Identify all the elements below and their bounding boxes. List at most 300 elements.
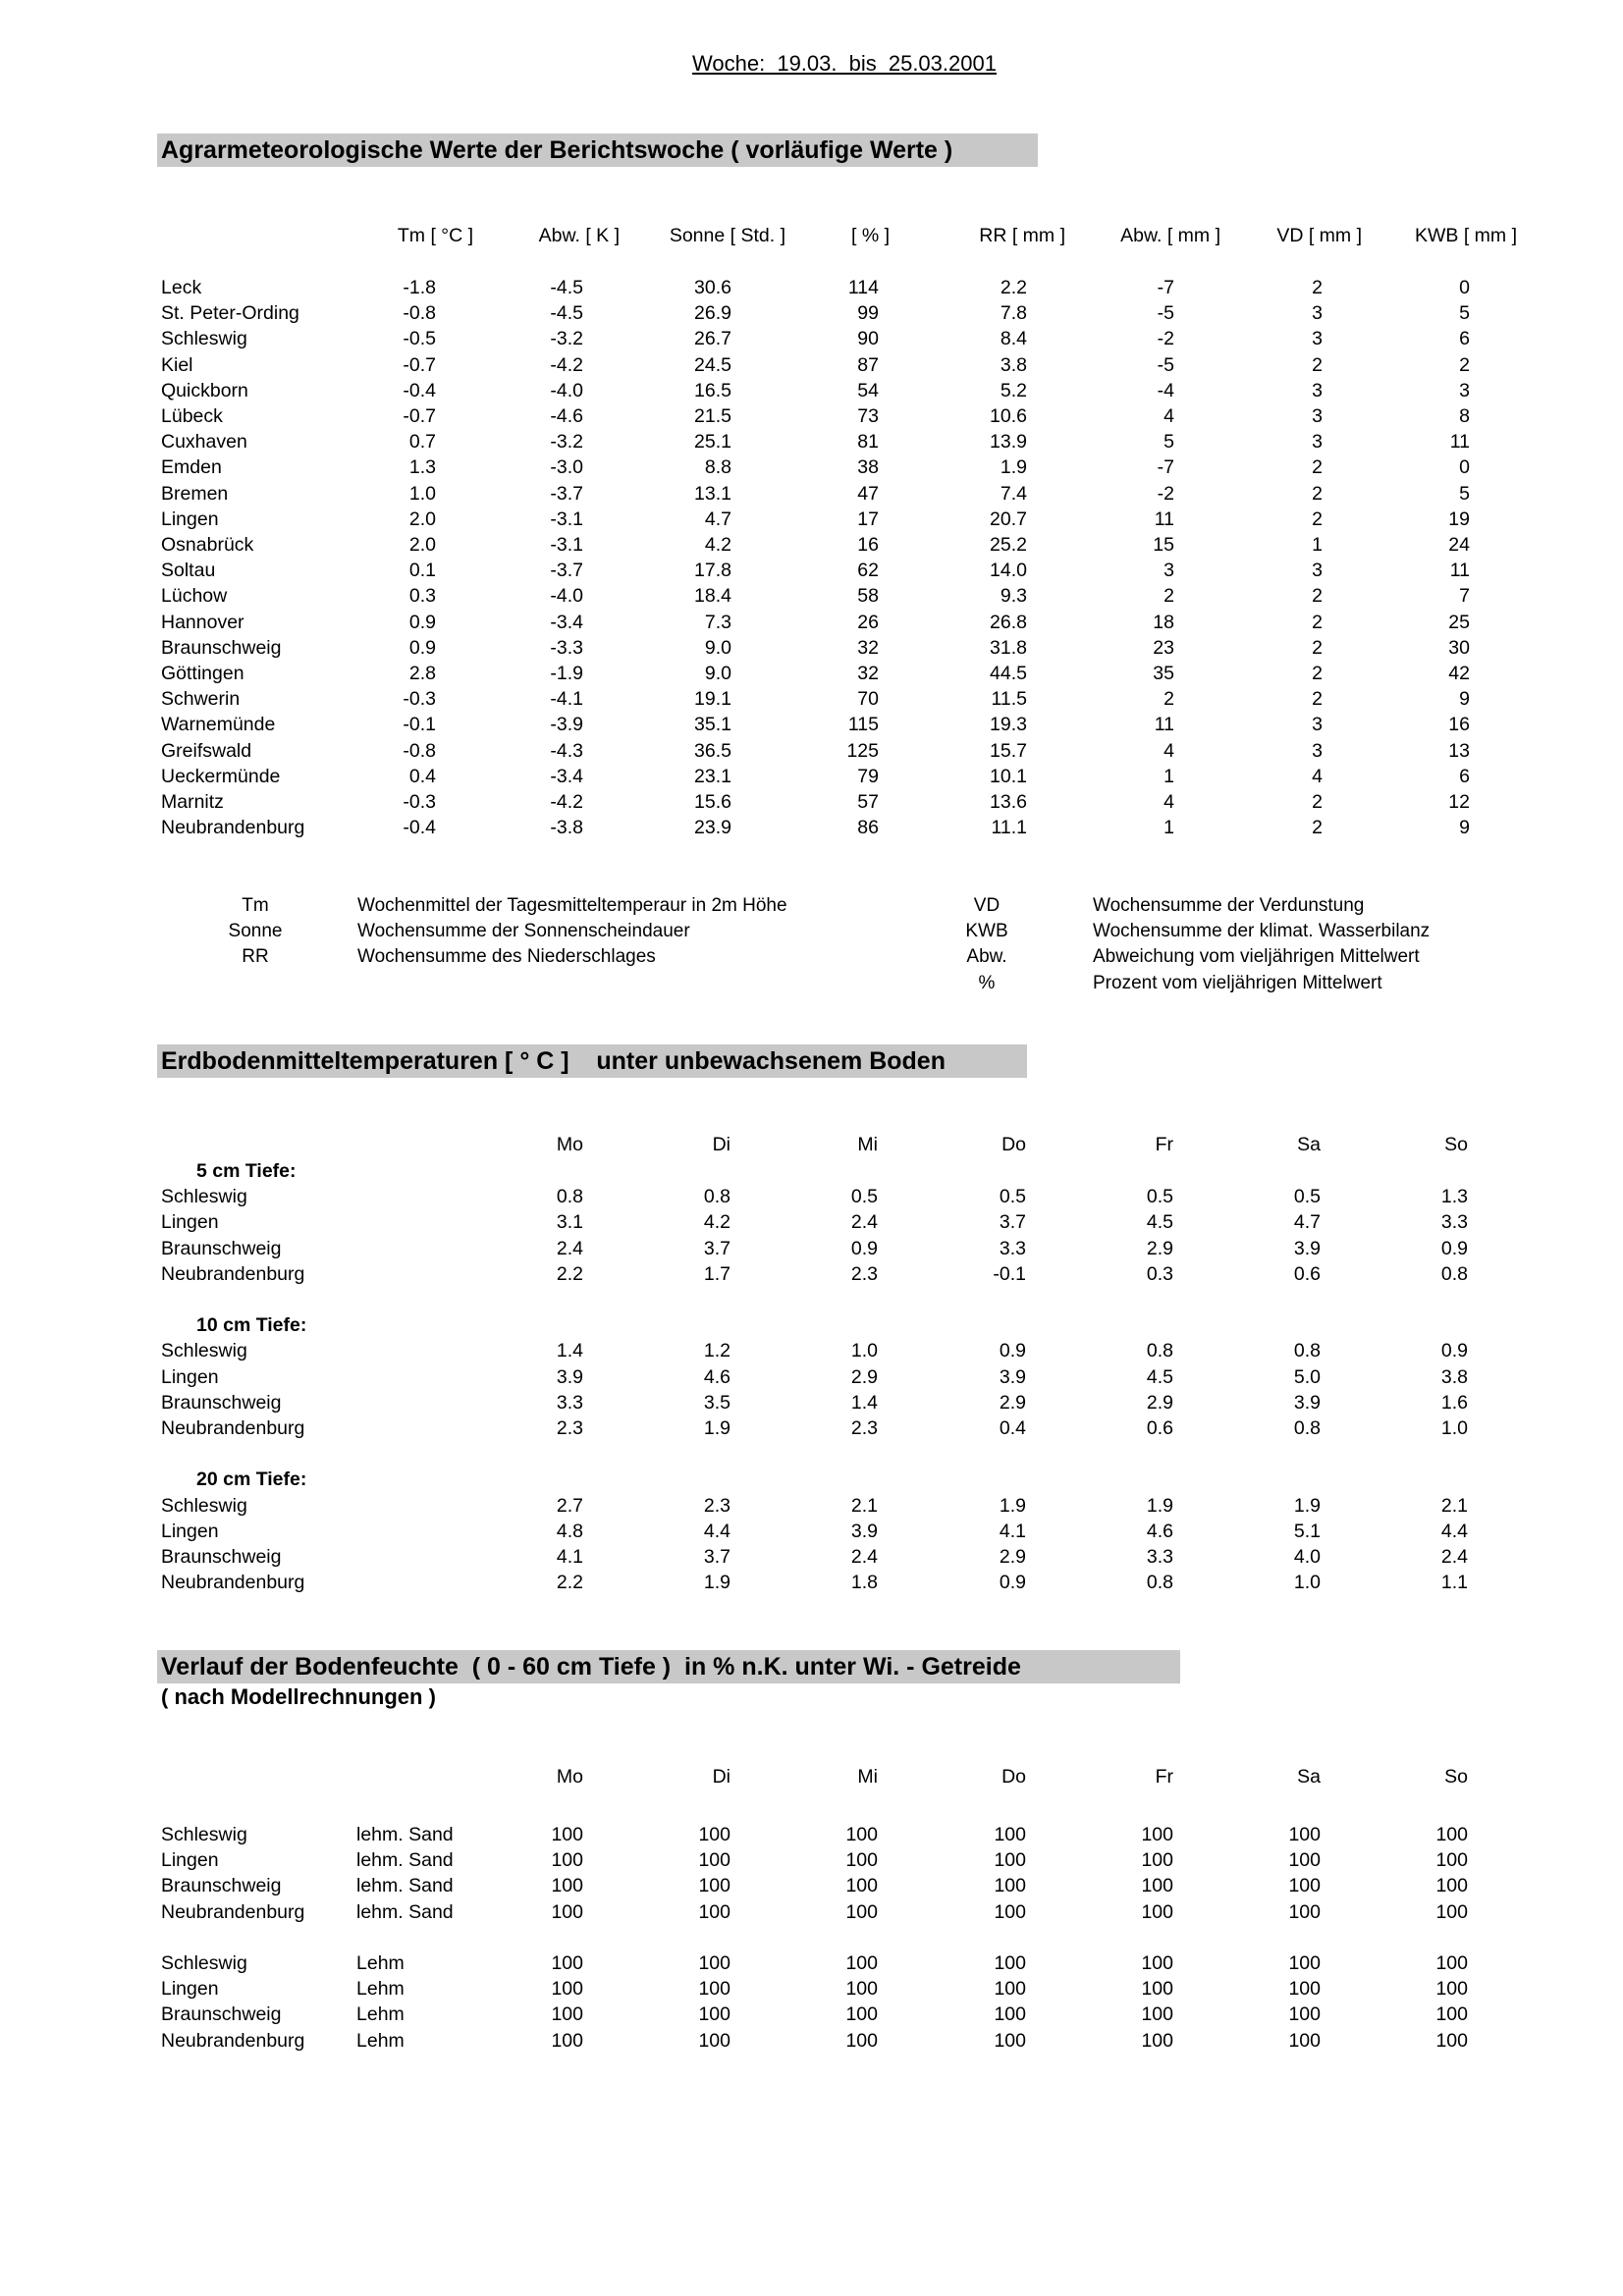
cell-value: 100 [1435,1875,1468,1897]
station-name: Neubrandenburg [161,2029,305,2052]
cell-value: 4.4 [703,1520,730,1542]
cell-value: 9.0 [704,636,731,659]
cell-value: 2.1 [850,1494,878,1517]
cell-value: 2.1 [1440,1494,1468,1517]
cell-value: 2 [1312,791,1323,813]
cell-value: 0.9 [999,1572,1026,1594]
column-header: RR [ mm ] [979,225,1065,246]
cell-value: 57 [857,791,879,813]
table-row [0,275,1623,300]
depth-label: 10 cm Tiefe: [196,1314,307,1337]
cell-value: 30.6 [694,277,731,298]
section-title-bodenfeuchte: Verlauf der Bodenfeuchte ( 0 - 60 cm Tiefe ) in % n.K. unter Wi. - Getreide [157,1650,1180,1683]
cell-value: 2.9 [999,1546,1026,1568]
table-row [0,583,1623,609]
cell-value: 100 [1435,1849,1468,1872]
cell-value: 13.1 [694,482,731,505]
day-header: Mo [556,1134,583,1155]
cell-value: 2 [1312,688,1323,711]
cell-value: 0.5 [1293,1186,1321,1208]
cell-value: 100 [1288,2003,1321,2026]
cell-value: 4.7 [1293,1211,1321,1234]
cell-value: 3.3 [999,1237,1026,1259]
cell-value: 5 [1459,482,1470,505]
cell-value: 2 [1163,688,1174,711]
cell-value: 100 [1141,1849,1173,1872]
station-name: Marnitz [161,791,224,813]
cell-value: -1.8 [403,277,436,298]
day-header: Fr [1155,1134,1173,1155]
cell-value: 4.1 [999,1520,1026,1542]
cell-value: 3.7 [703,1546,730,1568]
cell-value: 0.7 [408,431,436,454]
depth-label: 5 cm Tiefe: [196,1160,297,1182]
station-name: Schwerin [161,688,241,711]
cell-value: 5.2 [1000,379,1027,401]
table-row [0,764,1623,789]
table-row [0,1822,1623,1847]
cell-value: 0.9 [1440,1237,1468,1259]
station-name: Kiel [161,353,193,376]
cell-value: 23.1 [694,765,731,787]
station-name: Lingen [161,1211,219,1234]
cell-value: 4.5 [1146,1365,1173,1388]
day-header: Mi [857,1134,878,1155]
legend-text: Wochensumme des Niederschlages [357,946,656,968]
day-header: So [1444,1766,1468,1788]
legend-abbr: % [978,972,996,993]
cell-value: 79 [857,765,879,787]
column-header: KWB [ mm ] [1415,225,1517,246]
table-row [0,2028,1623,2054]
day-header: Sa [1297,1134,1321,1155]
cell-value: 16 [857,534,879,556]
cell-value: -7 [1157,277,1174,298]
table-row [0,1338,1623,1363]
station-name: Schleswig [161,1340,247,1362]
legend-text: Wochensumme der Sonnenscheindauer [357,921,690,942]
cell-value: 0.8 [1146,1340,1173,1362]
legend-abbr: VD [973,895,1001,916]
cell-value: 100 [1435,2029,1468,2052]
station-name: Neubrandenburg [161,1262,305,1285]
legend-abbr: Abw. [966,946,1007,968]
column-header: VD [ mm ] [1276,225,1362,246]
cell-value: 3.8 [1000,353,1027,376]
cell-value: 0.6 [1146,1417,1173,1439]
cell-value: 3 [1312,431,1323,454]
cell-value: 0 [1459,277,1470,298]
cell-value: 100 [1288,1849,1321,1872]
table-row [0,712,1623,737]
cell-value: -2 [1157,482,1174,505]
cell-value: 4 [1163,405,1174,427]
cell-value: -5 [1157,302,1174,325]
cell-value: 100 [1141,2029,1173,2052]
cell-value: 100 [845,1875,878,1897]
cell-value: 3.8 [1440,1365,1468,1388]
cell-value: 0.5 [850,1186,878,1208]
cell-value: 6 [1459,765,1470,787]
cell-value: 0.8 [1293,1340,1321,1362]
cell-value: 3 [1163,560,1174,582]
cell-value: 0.9 [850,1237,878,1259]
cell-value: 2 [1312,507,1323,530]
cell-value: 100 [551,1824,583,1845]
cell-value: 10.1 [990,765,1027,787]
cell-value: 30 [1448,636,1470,659]
table-row [0,661,1623,686]
cell-value: -0.4 [403,817,436,839]
cell-value: 13.9 [990,431,1027,454]
cell-value: 3.9 [999,1365,1026,1388]
cell-value: 100 [845,1824,878,1845]
cell-value: 24.5 [694,353,731,376]
cell-value: 1.3 [408,456,436,479]
cell-value: 0.4 [408,765,436,787]
cell-value: 0.9 [408,611,436,633]
cell-value: 7.8 [1000,302,1027,325]
cell-value: 5.0 [1293,1365,1321,1388]
cell-value: 100 [698,1824,730,1845]
station-name: Osnabrück [161,534,254,556]
cell-value: 32 [857,636,879,659]
cell-value: -1.9 [550,663,583,684]
cell-value: 100 [994,2003,1026,2026]
cell-value: 2 [1312,663,1323,684]
cell-value: 3.9 [1293,1391,1321,1414]
cell-value: -3.1 [550,507,583,530]
depth-group-label [0,1312,1623,1338]
soil-type: Lehm [356,1952,405,1974]
cell-value: 19.1 [694,688,731,711]
cell-value: 100 [1141,1824,1173,1845]
cell-value: 16 [1448,714,1470,736]
cell-value: 2 [1312,456,1323,479]
cell-value: 2.3 [850,1262,878,1285]
cell-value: 2.7 [556,1494,583,1517]
cell-value: 1.3 [1440,1186,1468,1208]
cell-value: 4.7 [704,507,731,530]
cell-value: 4.6 [1146,1520,1173,1542]
cell-value: 100 [845,1978,878,2001]
cell-value: 2 [1312,636,1323,659]
cell-value: 81 [857,431,879,454]
cell-value: -3.4 [550,611,583,633]
cell-value: 2.2 [1000,277,1027,298]
cell-value: 100 [551,2029,583,2052]
station-name: Braunschweig [161,1546,282,1568]
cell-value: 3.9 [850,1520,878,1542]
cell-value: 0.9 [408,636,436,659]
cell-value: -0.1 [403,714,436,736]
station-name: Braunschweig [161,1875,282,1897]
cell-value: 100 [1435,1978,1468,2001]
cell-value: 4.5 [1146,1211,1173,1234]
station-name: Lüchow [161,585,228,608]
table-row [0,326,1623,351]
cell-value: 5.1 [1293,1520,1321,1542]
cell-value: 4.4 [1440,1520,1468,1542]
station-name: Braunschweig [161,1237,282,1259]
cell-value: 62 [857,560,879,582]
cell-value: 47 [857,482,879,505]
day-header: Di [712,1134,730,1155]
cell-value: 1 [1163,817,1174,839]
cell-value: 100 [845,2029,878,2052]
table-row [0,1950,1623,1976]
cell-value: 0.5 [1146,1186,1173,1208]
legend-text: Prozent vom vieljährigen Mittelwert [1093,972,1382,993]
cell-value: -0.7 [403,405,436,427]
station-name: Neubrandenburg [161,1417,305,1439]
table-row [0,1570,1623,1595]
cell-value: 100 [845,1849,878,1872]
cell-value: 9 [1459,817,1470,839]
cell-value: 19.3 [990,714,1027,736]
table-row [0,378,1623,403]
station-name: Schleswig [161,1824,247,1845]
cell-value: 24 [1448,534,1470,556]
station-name: Greifswald [161,739,252,762]
cell-value: -3.1 [550,534,583,556]
cell-value: 0.8 [556,1186,583,1208]
cell-value: 2 [1312,482,1323,505]
cell-value: 4.0 [1293,1546,1321,1568]
cell-value: 99 [857,302,879,325]
table-row [0,532,1623,558]
cell-value: 100 [551,1875,583,1897]
cell-value: 3 [1312,328,1323,350]
cell-value: 2.4 [850,1211,878,1234]
cell-value: 100 [698,1875,730,1897]
cell-value: 100 [994,1849,1026,1872]
table-row [0,1415,1623,1441]
cell-value: 54 [857,379,879,401]
cell-value: 100 [698,1952,730,1974]
legend-abbr: KWB [965,921,1008,942]
cell-value: 3.1 [556,1211,583,1234]
cell-value: 2 [1312,353,1323,376]
cell-value: 2 [1312,817,1323,839]
table-row [0,2002,1623,2027]
station-name: Neubrandenburg [161,817,305,839]
table-row [0,352,1623,378]
table-row [0,1364,1623,1390]
table-row [0,815,1623,840]
cell-value: 3 [1312,302,1323,325]
station-name: Quickborn [161,379,248,401]
table-row [0,454,1623,480]
table-row [0,610,1623,635]
cell-value: 1.0 [1440,1417,1468,1439]
table-row [0,1519,1623,1544]
cell-value: -4.6 [550,405,583,427]
cell-value: 100 [994,1875,1026,1897]
cell-value: 100 [551,1900,583,1923]
cell-value: 100 [845,1952,878,1974]
soil-type: Lehm [356,2003,405,2026]
cell-value: 11 [1449,431,1470,454]
cell-value: 0.8 [1440,1262,1468,1285]
cell-value: -3.2 [550,431,583,454]
station-name: Neubrandenburg [161,1572,305,1594]
table-row [0,481,1623,507]
cell-value: -4.5 [550,302,583,325]
cell-value: 73 [857,405,879,427]
cell-value: 12 [1448,791,1470,813]
station-name: Lingen [161,1978,219,2001]
table-row [0,1209,1623,1235]
cell-value: 4 [1312,765,1323,787]
cell-value: 3 [1312,379,1323,401]
cell-value: -3.7 [550,560,583,582]
station-name: Cuxhaven [161,431,247,454]
cell-value: -3.9 [550,714,583,736]
table-row [0,1493,1623,1519]
soil-type: lehm. Sand [356,1900,454,1923]
day-header: Fr [1155,1766,1173,1788]
station-name: Warnemünde [161,714,276,736]
cell-value: 2 [1312,611,1323,633]
cell-value: -0.4 [403,379,436,401]
station-name: Neubrandenburg [161,1900,305,1923]
cell-value: 3.3 [556,1391,583,1414]
station-name: Lingen [161,1520,219,1542]
cell-value: 100 [994,1978,1026,2001]
cell-value: 3 [1312,560,1323,582]
cell-value: -0.3 [403,688,436,711]
table-row [0,1236,1623,1261]
station-name: Emden [161,456,222,479]
cell-value: 7.3 [704,611,731,633]
cell-value: 4.2 [704,534,731,556]
cell-value: 2.3 [556,1417,583,1439]
cell-value: 8.8 [704,456,731,479]
cell-value: 100 [994,2029,1026,2052]
cell-value: 4.1 [556,1546,583,1568]
cell-value: 20.7 [990,507,1027,530]
cell-value: 2.2 [556,1572,583,1594]
section-title-agrarmeteorologie: Agrarmeteorologische Werte der Berichtswoche ( vorläufige Werte ) [157,133,1038,167]
cell-value: 100 [1288,1875,1321,1897]
cell-value: 15.6 [694,791,731,813]
station-name: Braunschweig [161,636,282,659]
cell-value: 100 [551,1952,583,1974]
cell-value: 0.4 [999,1417,1026,1439]
cell-value: 2 [1312,277,1323,298]
cell-value: 17.8 [694,560,731,582]
cell-value: 1.7 [703,1262,730,1285]
cell-value: 2.2 [556,1262,583,1285]
cell-value: 1.0 [850,1340,878,1362]
cell-value: 17 [857,507,879,530]
table-row [0,1976,1623,2002]
cell-value: -3.8 [550,817,583,839]
cell-value: -3.3 [550,636,583,659]
cell-value: 9 [1459,688,1470,711]
cell-value: 2 [1163,585,1174,608]
cell-value: 1.1 [1440,1572,1468,1594]
cell-value: -0.1 [993,1262,1026,1285]
cell-value: 2 [1312,585,1323,608]
cell-value: 4.8 [556,1520,583,1542]
table-row [0,789,1623,815]
depth-label: 20 cm Tiefe: [196,1468,307,1491]
cell-value: 115 [847,714,879,736]
cell-value: 0.1 [408,560,436,582]
cell-value: 4.6 [703,1365,730,1388]
cell-value: 21.5 [694,405,731,427]
cell-value: 18 [1153,611,1174,633]
soil-type: lehm. Sand [356,1875,454,1897]
table-row [0,1184,1623,1209]
cell-value: 100 [994,1824,1026,1845]
station-name: Schleswig [161,1186,247,1208]
cell-value: 35.1 [694,714,731,736]
cell-value: 2.0 [408,534,436,556]
station-name: Göttingen [161,663,244,684]
cell-value: 100 [1435,1952,1468,1974]
station-name: Lingen [161,507,219,530]
cell-value: 8 [1459,405,1470,427]
cell-value: 2.4 [1440,1546,1468,1568]
cell-value: -4.5 [550,277,583,298]
cell-value: 26.7 [694,328,731,350]
cell-value: 1.8 [850,1572,878,1594]
cell-value: 44.5 [990,663,1027,684]
cell-value: 125 [846,739,879,762]
cell-value: 3.3 [1146,1546,1173,1568]
cell-value: 1.9 [1293,1494,1321,1517]
cell-value: 100 [1435,1824,1468,1845]
cell-value: 26 [857,611,879,633]
cell-value: 2.3 [703,1494,730,1517]
cell-value: 10.6 [990,405,1027,427]
cell-value: 2.9 [1146,1391,1173,1414]
cell-value: 7.4 [1000,482,1027,505]
cell-value: 15 [1153,534,1174,556]
cell-value: 38 [857,456,879,479]
table-row [0,1390,1623,1415]
cell-value: 1.9 [999,1494,1026,1517]
depth-group-label [0,1158,1623,1184]
cell-value: 32 [857,663,879,684]
table-row [0,558,1623,583]
cell-value: -0.7 [403,353,436,376]
cell-value: 13 [1448,739,1470,762]
station-name: Lingen [161,1849,219,1872]
cell-value: 3.9 [1293,1237,1321,1259]
soil-type: lehm. Sand [356,1849,454,1872]
cell-value: 0.9 [1440,1340,1468,1362]
cell-value: -7 [1157,456,1174,479]
cell-value: 3.7 [999,1211,1026,1234]
cell-value: -4.1 [550,688,583,711]
cell-value: 1.9 [1000,456,1027,479]
station-name: Soltau [161,560,216,582]
soil-type: lehm. Sand [356,1824,454,1845]
cell-value: 0.9 [999,1340,1026,1362]
station-name: St. Peter-Ording [161,302,299,325]
cell-value: 1 [1312,534,1323,556]
cell-value: 26.8 [990,611,1027,633]
cell-value: 100 [1288,1978,1321,2001]
cell-value: -4.2 [550,791,583,813]
station-name: Braunschweig [161,2003,282,2026]
cell-value: 0.3 [408,585,436,608]
table-row [0,403,1623,429]
